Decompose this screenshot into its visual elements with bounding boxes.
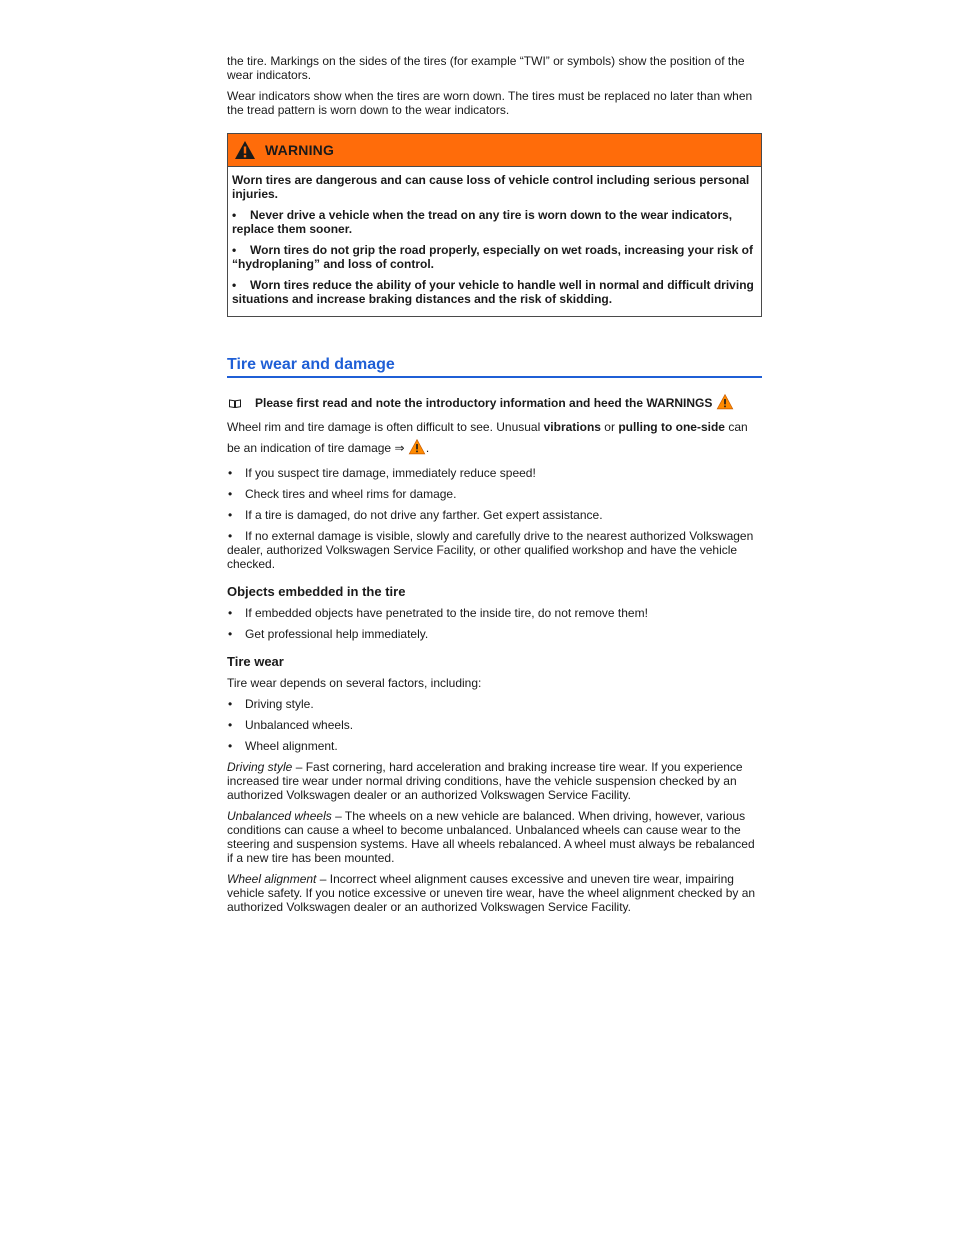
warning-item: • Never drive a vehicle when the tread on any tire is worn down to the wear indicators, replace them sooner. [232,208,733,236]
driving-style-paragraph: Driving style – Fast cornering, hard acceleration and braking increase tire wear. If you experience increased tire wear under normal driving conditions, have the vehicle suspension checked by an authorized Volkswagen dealer or an authorized Volkswagen Service Facility. [227,760,743,802]
list-item: • If no external damage is visible, slowly and carefully drive to the nearest authorized Volkswagen dealer, authorized Volkswagen Service Facility, or other qualified workshop and have the vehicle checked. [227,529,754,571]
bullet-icon: • [232,243,237,257]
warning-link-icon[interactable] [408,438,426,455]
warning-body [228,167,761,316]
bullet-icon: • [228,529,233,543]
list-item: • Unbalanced wheels. [228,718,354,732]
bullet-icon: • [228,606,233,620]
bullet-icon: • [228,627,233,641]
subheading-tire-wear: Tire wear [227,654,284,669]
unbalanced-wheels-paragraph: Unbalanced wheels – The wheels on a new vehicle are balanced. When driving, however, various conditions can cause a wheel to become unbalanced. Unbalanced wheels can cause wear to the steering and suspension systems. Have all wheels rebalanced. A wheel must always be rebalanced if a new tire has been mounted. [227,809,755,865]
intro-note [227,393,762,410]
list-item: • Wheel alignment. [228,739,338,753]
list-item: • If a tire is damaged, do not drive any farther. Get expert assistance. [228,508,603,522]
warning-header [228,134,761,167]
list-item: • Get professional help immediately. [228,627,429,641]
bullet-icon: • [228,487,233,501]
intro [227,54,762,117]
bullet-icon: • [228,718,233,732]
intro-paragraph: Wear indicators show when the tires are worn down. The tires must be replaced no later than when the tread pattern is worn down to the wear indicators. [227,89,753,117]
tire-wear-lead: Tire wear depends on several factors, including: [227,676,482,690]
intro-paragraph: the tire. Markings on the sides of the tires (for example “TWI” or symbols) show the position of the wear indicators. [227,54,745,82]
warning-link-icon[interactable] [716,393,734,410]
bullet-icon: • [228,739,233,753]
bullet-icon: • [228,697,233,711]
manual-page [227,54,762,914]
warning-triangle-icon [234,140,256,160]
book-icon [229,399,241,408]
bullet-icon: • [232,278,237,292]
warning-item: • Worn tires do not grip the road properly, especially on wet roads, increasing your risk of “hydroplaning” and loss of control. [232,243,753,271]
list-item: • Driving style. [228,697,314,711]
wheel-alignment-paragraph: Wheel alignment – Incorrect wheel alignment causes excessive and uneven tire wear, impairing vehicle safety. If you notice excessive or uneven tire wear, have the wheel alignment checked by an authorized Volkswagen dealer or an authorized Volkswagen Service Facility. [227,872,756,914]
note-text: Please first read and note the introductory information and heed the WARNINGS [255,396,713,410]
emphasis: vibrations [543,420,601,434]
bullet-icon: • [232,208,237,222]
bullet-icon: • [228,508,233,522]
list-item: • If you suspect tire damage, immediately reduce speed! [228,466,536,480]
warning-box [227,133,762,317]
warning-lead: Worn tires are dangerous and can cause loss of vehicle control including serious personal injuries. [232,173,750,201]
warning-item: • Worn tires reduce the ability of your vehicle to handle well in normal and difficult driving situations and increase braking distances and the risk of skidding. [232,278,754,306]
warning-title: WARNING [265,142,335,158]
list-item: • Check tires and wheel rims for damage. [228,487,457,501]
list-item: • If embedded objects have penetrated to the inside tire, do not remove them! [228,606,648,620]
subheading-embedded: Objects embedded in the tire [227,584,406,599]
emphasis: pulling to one-side [618,420,725,434]
bullet-icon: • [228,466,233,480]
damage-paragraph: Wheel rim and tire damage is often difficult to see. Unusual vibrations or pulling to one-side can be an indication of tire damage ⇒ . [227,420,748,455]
section-title: Tire wear and damage [227,358,762,378]
